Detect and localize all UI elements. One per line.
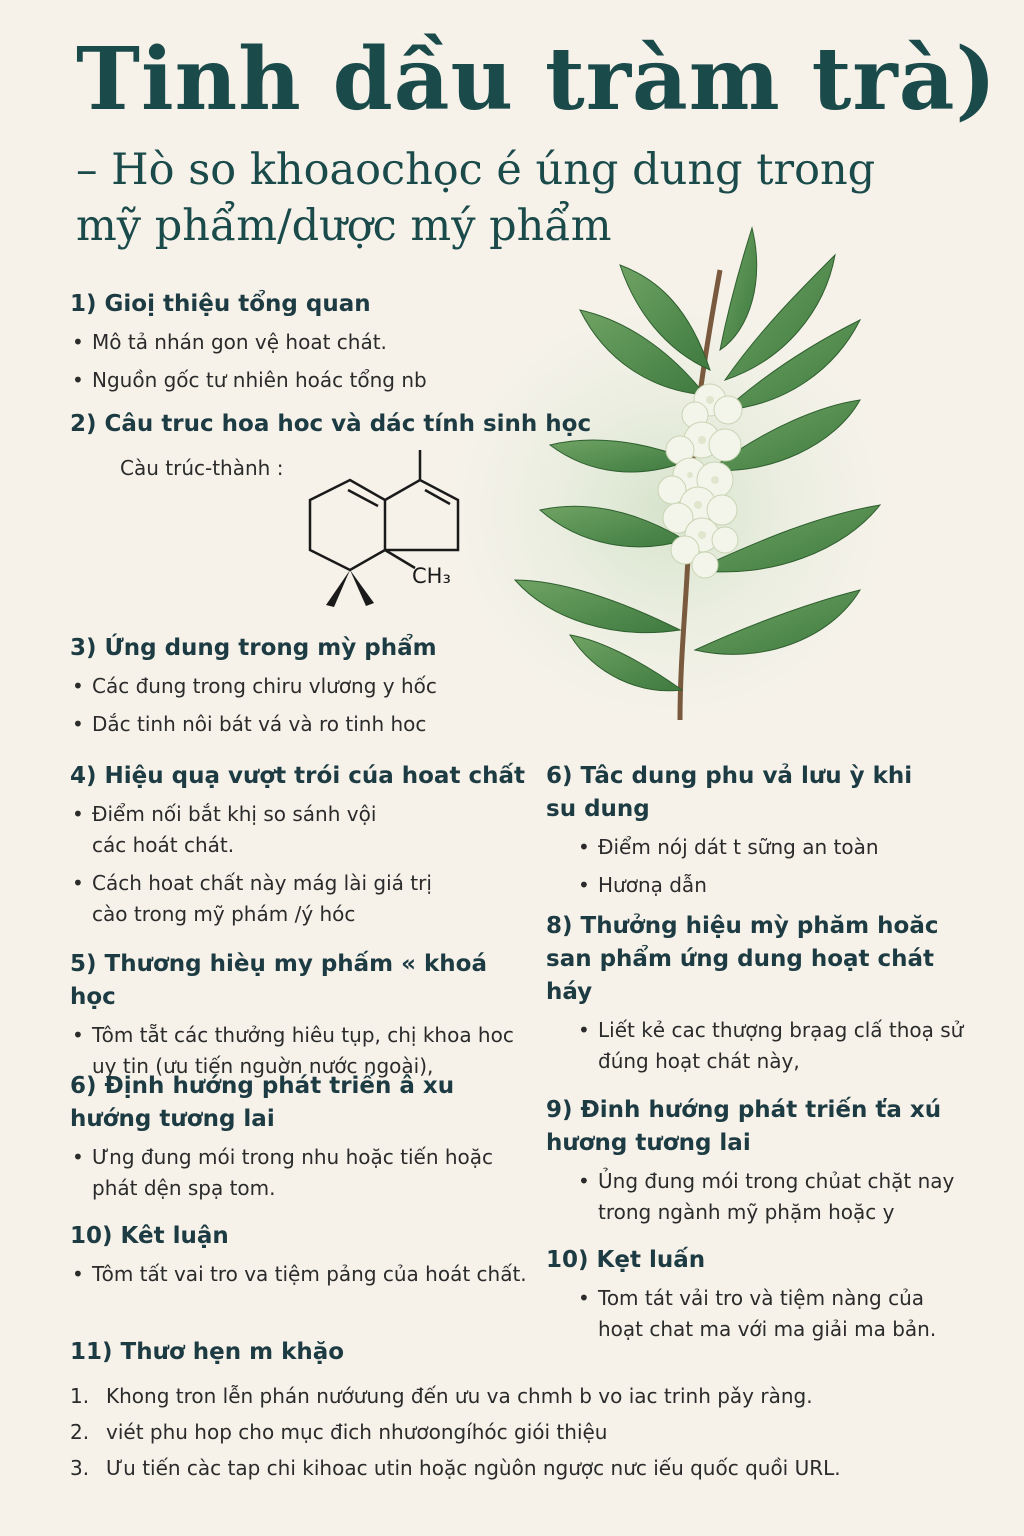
ring-left [310, 480, 385, 570]
section-heading: 8) Thưởng hiệu mỳ phăm hoăc san phẩm ứng dung hoạt chát háy [546, 913, 939, 1005]
section-5 [70, 948, 540, 1089]
bullet-item: • Nguồn gốc tư nhiên hoác tổng nb [70, 365, 530, 396]
section-2 [70, 408, 630, 441]
double-bond [425, 490, 450, 504]
section-heading: 1) Gioị thiệu tổng quan [70, 291, 371, 317]
section-1 [70, 288, 530, 403]
section-6-left [70, 1070, 500, 1211]
section-8 [546, 910, 966, 1084]
section-heading: 11) Thươ hẹn m khặo [70, 1339, 345, 1365]
reference-item: 1. Khong tron lễn phán nướưung đến ưu va chmh b vo iac trinh pǎy ràng. [70, 1384, 813, 1408]
methyl-bond [385, 550, 415, 568]
section-heading: 10) Kẹt luấn [546, 1247, 706, 1273]
bullet-item: • Điểm nối bắt khị so sánh vội các hoát chát. [70, 799, 390, 861]
section-9 [546, 1094, 966, 1235]
structure-label: Càu trúc-thành : [120, 456, 284, 480]
section-heading: 9) Đinh hướng phát triến ťa xú hương tương lai [546, 1097, 942, 1156]
wedge-bond [326, 570, 350, 607]
references-list [70, 1378, 970, 1486]
reference-item: 2. viét phu hop cho mục đich nhươongíhóc giói thiệu [70, 1420, 608, 1444]
bullet-item: • Ủng đung mói trong chủat chặt nay trong ngành mỹ phặm hoặc y [576, 1166, 966, 1228]
bullet-item: • Mô tả nhán gon vệ hoat chát. [70, 327, 530, 358]
bullet-item: • Hươnạ dẫn [576, 870, 946, 901]
bullet-item: • Dắc tinh nôi bát vá và ro tinh hoc [70, 709, 530, 740]
page-subtitle: – Hò so khoaochọc é úng dung trong mỹ phẩm/dược mý phẩm [76, 145, 876, 251]
bullet-item: • Ưng đung mói trong nhu hoặc tiến hoặc phát dện spạ tom. [70, 1142, 500, 1204]
chemical-structure [290, 440, 490, 610]
section-6-right [546, 760, 946, 908]
bullet-item: • Liết kẻ cac thượng brạag clấ thoạ sử đúng hoạt chát này, [576, 1015, 966, 1077]
section-heading: 3) Ứng dung trong mỳ phẩm [70, 635, 437, 661]
page-title: Tinh dầu tràm trà) [76, 29, 998, 130]
bullet-item: • Cách hoat chất này mág lài giá trị cào trong mỹ phám /ý hóc [70, 868, 470, 930]
section-heading: 5) Thương hièụ my phấm « khoá học [70, 951, 488, 1010]
bullet-item: • Tôm tẵt các thưởng hiêu tụp, chị khoa hoc uy tin (ưu tiến nguờn nước ngoài), [70, 1020, 540, 1082]
bullet-item: • Tom tát vải tro và tiệm nàng của hoạt chat ma với ma giải ma bản. [576, 1283, 966, 1345]
wedge-bond [350, 570, 374, 606]
ch3-label: CH₃ [412, 564, 451, 588]
bullet-item: • Các đung trong chiru vlương y hốc [70, 671, 530, 702]
ring-right [385, 480, 458, 550]
section-heading: 6) Định hướng phát triến â xu hướng tương lai [70, 1073, 455, 1132]
bullet-item: • Điểm nój dát t sững an toàn [576, 832, 946, 863]
section-heading: 4) Hiệu quạ vượt trói cúa hoat chất [70, 763, 525, 789]
bullet-item: • Tôm tất vai tro va tiệm pảng của hoát chất. [70, 1259, 530, 1290]
section-4 [70, 760, 530, 937]
section-heading: 10) Kêt luận [70, 1223, 229, 1249]
section-heading: 2) Câu truc hoa hoc và dác tính sinh học [70, 411, 592, 437]
section-3 [70, 632, 530, 747]
reference-item: 3. Ưu tiến càc tap chi kihoac utin hoặc ngùôn ngược nưc iếu quốc quồi URL. [70, 1456, 841, 1480]
section-10-left [70, 1220, 530, 1297]
references-heading-block [70, 1336, 570, 1369]
section-heading: 6) Tâc dung phu vả lưu ỳ khi su dung [546, 763, 913, 822]
section-10-right [546, 1244, 966, 1352]
